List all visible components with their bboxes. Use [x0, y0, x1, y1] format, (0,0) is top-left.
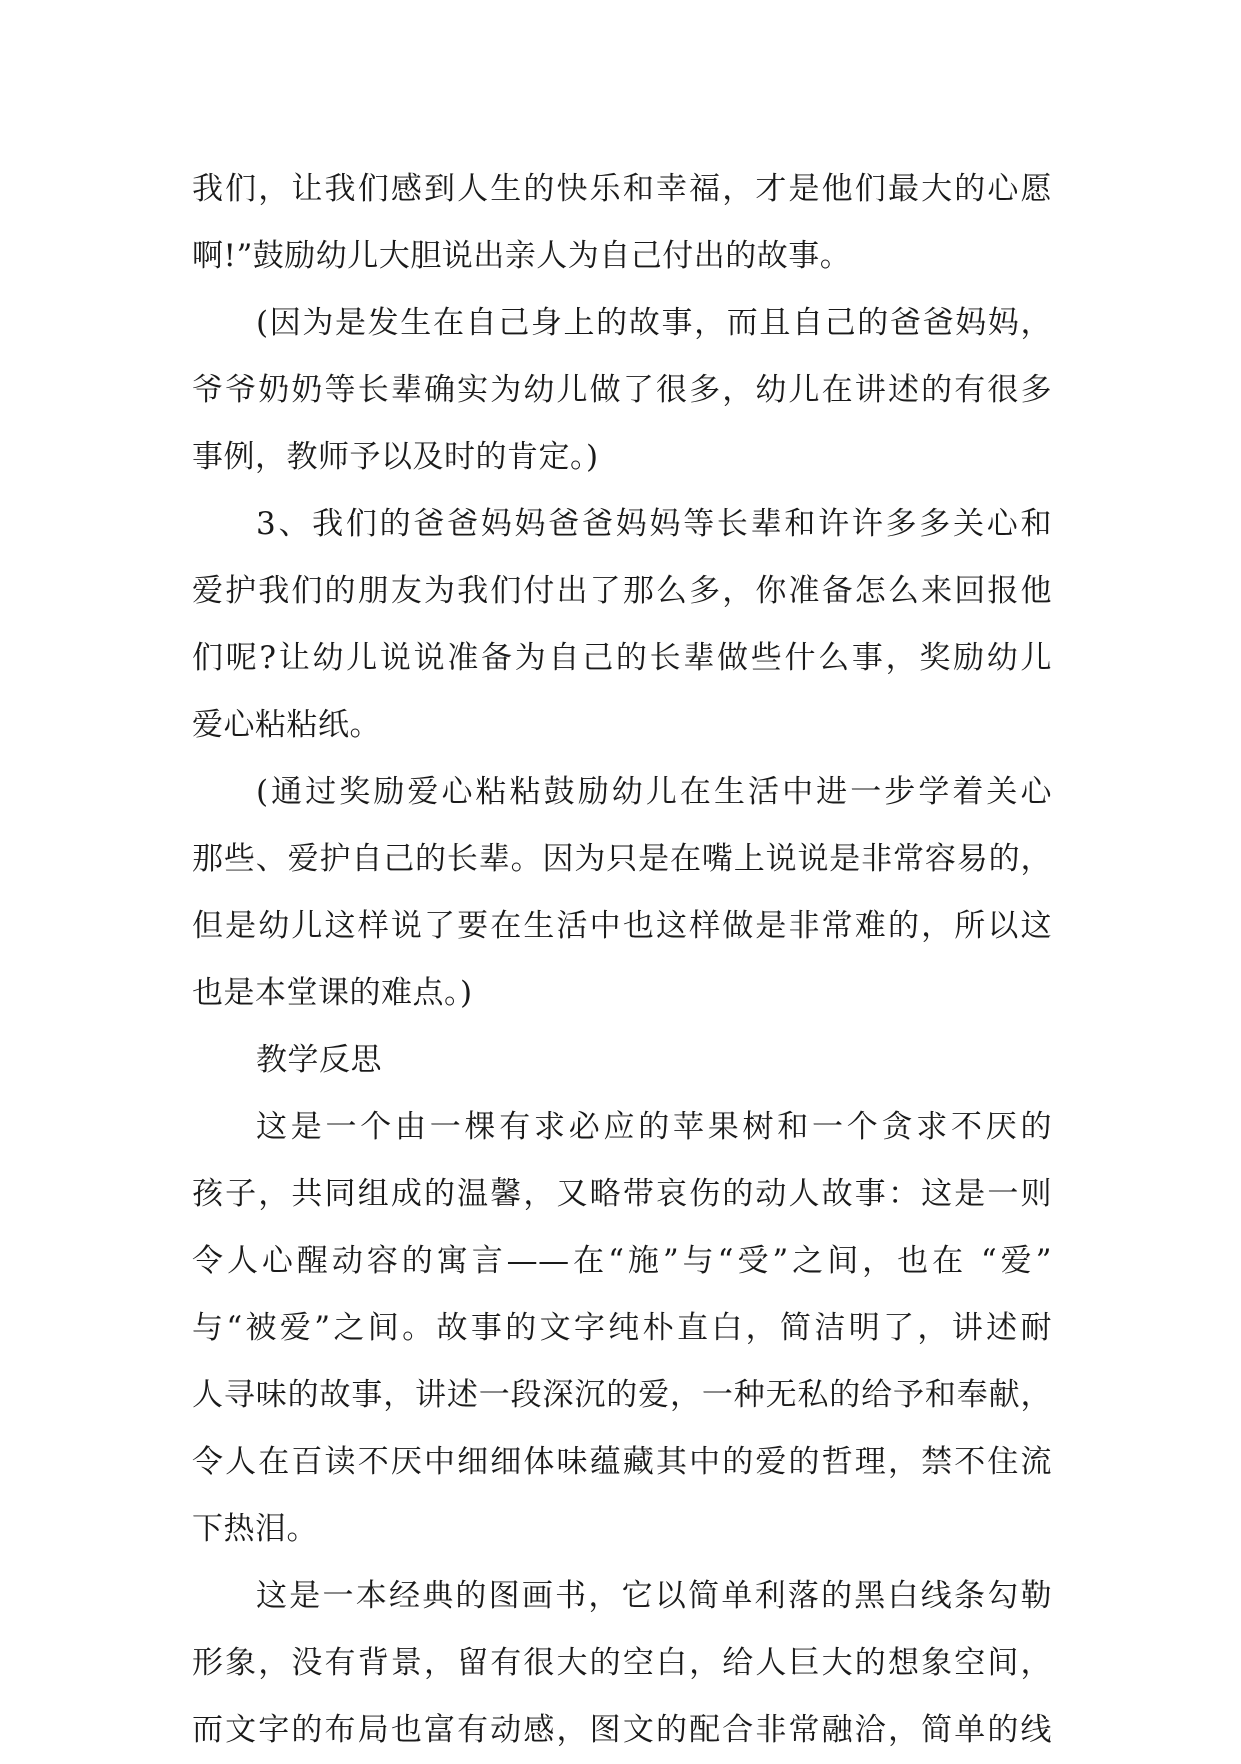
text-line: 也是本堂课的难点。) [192, 975, 473, 1011]
text-line: 爱护我们的朋友为我们付出了那么多，你准备怎么来回报他 [192, 573, 1052, 609]
text-line: 孩子，共同组成的温馨，又略带哀伤的动人故事：这是一则 [192, 1176, 1052, 1212]
text-line: 爱心粘粘纸。 [192, 707, 381, 743]
text-line: 而文字的布局也富有动感，图文的配合非常融洽，简单的线 [192, 1712, 1052, 1748]
text-line: 那些、爱护自己的长辈。因为只是在嘴上说说是非常容易的， [192, 841, 1052, 877]
text-line: (因为是发生在自己身上的故事，而且自己的爸爸妈妈， [256, 305, 1052, 341]
text-line: 这是一个由一棵有求必应的苹果树和一个贪求不厌的 [256, 1109, 1052, 1145]
text-line: (通过奖励爱心粘粘鼓励幼儿在生活中进一步学着关心 [256, 774, 1052, 810]
text-line: 人寻味的故事，讲述一段深沉的爱，一种无私的给予和奉献， [192, 1377, 1052, 1413]
text-line: 令人心醒动容的寓言——在“施”与“受”之间，也在 “爱” [192, 1243, 1052, 1279]
text-line: 与“被爱”之间。故事的文字纯朴直白，简洁明了，讲述耐 [192, 1310, 1052, 1346]
text-line: 这是一本经典的图画书，它以简单利落的黑白线条勾勒 [256, 1578, 1052, 1614]
section-heading: 教学反思 [256, 1042, 382, 1078]
text-line: 爷爷奶奶等长辈确实为幼儿做了很多，幼儿在讲述的有很多 [192, 372, 1052, 408]
text-line: 事例，教师予以及时的肯定。) [192, 439, 599, 475]
text-line: 们呢?让幼儿说说准备为自己的长辈做些什么事，奖励幼儿 [192, 640, 1052, 676]
text-line: 形象，没有背景，留有很大的空白，给人巨大的想象空间， [192, 1645, 1052, 1681]
text-line: 但是幼儿这样说了要在生活中也这样做是非常难的，所以这 [192, 908, 1052, 944]
body-text [192, 156, 1052, 1764]
text-line: 3、我们的爸爸妈妈爸爸妈妈等长辈和许许多多关心和 [256, 506, 1052, 542]
text-line: 下热泪。 [192, 1511, 318, 1547]
text-line: 我们，让我们感到人生的快乐和幸福，才是他们最大的心愿 [192, 171, 1052, 207]
text-line: 令人在百读不厌中细细体味蕴藏其中的爱的哲理，禁不住流 [192, 1444, 1052, 1480]
text-line: 啊!”鼓励幼儿大胆说出亲人为自己付出的故事。 [192, 238, 852, 274]
